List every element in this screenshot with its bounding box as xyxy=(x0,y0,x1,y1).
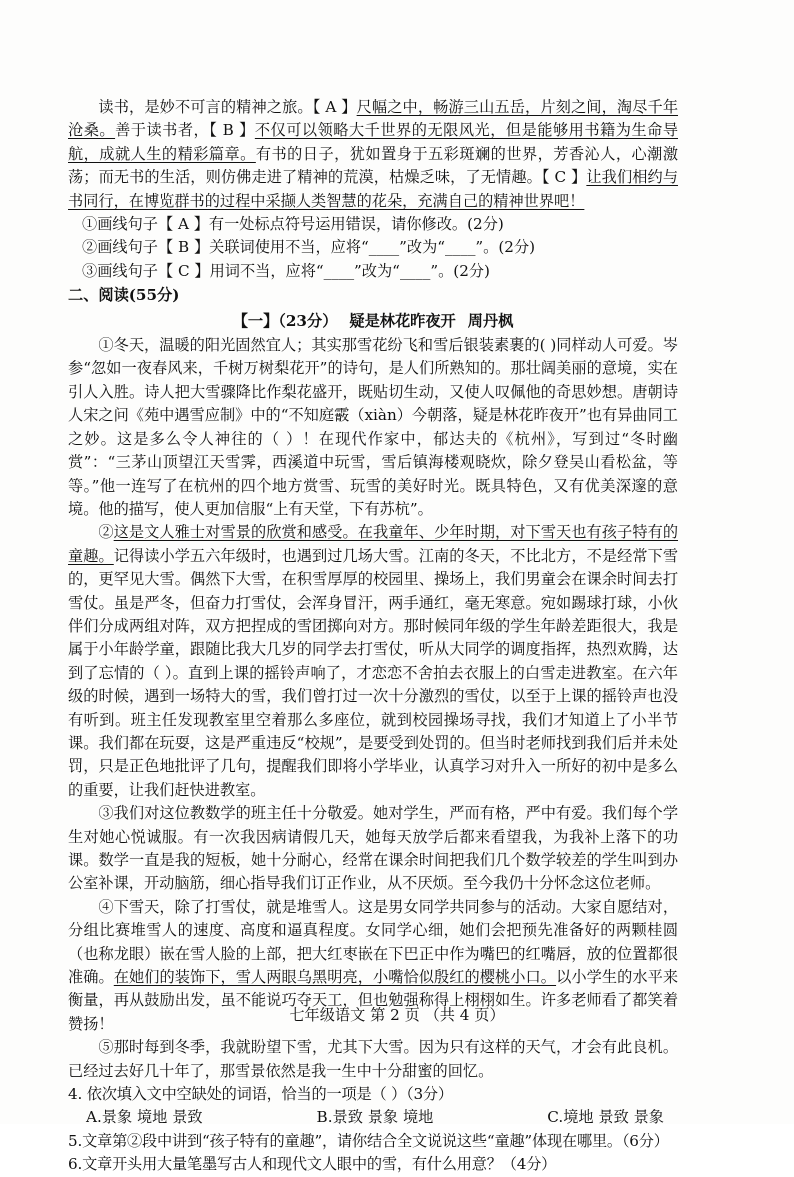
question-6: 6.文章开头用大量笔墨写古人和现代文人眼中的雪，有什么用意？（4分） xyxy=(68,1155,557,1174)
paragraph-4-text-b: 以小学生的水平来衡量，再从鼓励出发，虽不能说巧夺天工，但也勉强称得上栩栩如生。许多老师看了都笑着赞扬！ xyxy=(68,968,679,1033)
intro-text-c: 有书的日子，犹如置身于五彩斑斓的世界，芳香沁人，心潮激荡；而无书的生活，则仿佛走进了精神的荒漠，枯燥乏味，了无情趣。【 C 】 xyxy=(68,144,679,187)
option-a: A.景象 境地 景致 xyxy=(86,1108,203,1127)
question-5: 5.文章第②段中讲到“孩子特有的童趣”，请你结合全文说说这些“童趣”体现在哪里。（6分） xyxy=(68,1131,669,1150)
intro-text-a: 读书，是妙不可言的精神之旅。【 A 】 xyxy=(98,98,357,116)
paragraph-4-underlined: 在她们的装饰下，雪人两眼乌黑明亮，小嘴恰似殷红的樱桃小口。 xyxy=(113,968,557,987)
underlined-sentence-b: 不仅可以领略大千世界的无限风光，但是能够用书籍为生命导航，成就人生的精彩篇章。 xyxy=(68,121,679,163)
underlined-sentence-a: 尺幅之中，畅游三山五岳，片刻之间，淘尽千年沧桑。 xyxy=(68,98,679,140)
article-paragraph-3: ③我们对这位教数学的班主任十分敬爱。她对学生，严而有格，严中有爱。我们每个学生对她心悦诚服。有一次我因病请假几天，她每天放学后都来看望我，为我补上落下的功课。数学一直是我的短板，她十分耐心，经常在课余时间把我们几个数学较差的学生叫到办公室补课，开动脑筋，细心指导我们订正作业，从不厌烦。至今我仍十分怀念这位老师。 xyxy=(68,804,678,893)
underlined-sentence-c: 让我们相约与书同行，在博览群书的过程中采撷人类智慧的花朵，充满自己的精神世界吧！ xyxy=(68,168,679,210)
article-paragraph-2 xyxy=(68,521,678,802)
question-1: ①画线句子【 A 】有一处标点符号运用错误，请你修改。(2分) xyxy=(82,215,504,234)
intro-text-b: 善于读书者，【 B 】 xyxy=(115,121,255,140)
section-heading-reading: 二、阅读(55分) xyxy=(68,286,180,305)
question-2: ②画线句子【 B 】关联词使用不当，应将“____”改为“____”。(2分) xyxy=(82,238,536,257)
article-title-line xyxy=(68,310,678,333)
intro-paragraph xyxy=(68,96,678,213)
paragraph-2-number: ② xyxy=(98,523,114,542)
paragraph-2-text: 记得读小学五六年级时，也遇到过几场大雪。江南的冬天，不比北方，不是经常下雪的，更罕见大雪。偶然下大雪，在积雪厚厚的校园里、操场上，我们男童会在课余时间去打雪仗。虽是严冬，但奋力打雪仗，会浑身冒汗，两手通红，毫无寒意。宛如踢球打球，小伙伴们分成两组对阵，双方把捏成的雪团掷向对方。那时候同年级的学生年龄差距很大，我是属于小年龄学童，跟随比我大几岁的同学去打雪仗，听从大同学的调度指挥，热烈欢腾，达到了忘情的（ ）。直到上课的摇铃声响了，才恋恋不舍拍去衣服上的白雪走进教室。在六年级的时候，遇到一场特大的雪，我们曾打过一次十分激烈的雪仗，以至于上课的摇铃声也没有听到。班主任发现教室里空着那么多座位，就到校园操场寻找，我们才知道上了小半节课。我们都在玩耍，这是严重违反“校规”，是要受到处罚的。但当时老师找到我们后并未处罚，只是正色地批评了几句，提醒我们即将小学毕业，认真学习对升入一所好的初中是多么的重要，让我们赶快进教室。 xyxy=(68,546,679,799)
article-title: 疑是林花昨夜开 xyxy=(349,311,456,330)
option-c: C.境地 景致 景象 xyxy=(547,1108,664,1127)
page-footer: 七年级语文 第 2 页 （共 4 页） xyxy=(289,1006,505,1024)
article-paragraph-5: ⑤那时每到冬季，我就盼望下雪，尤其下大雪。因为只有这样的天气，才会有此良机。已经过去好几十年了，那雪景依然是我一生中十分甜蜜的回忆。 xyxy=(68,1038,678,1080)
question-3: ③画线句子【 C 】用词不当，应将“____”改为“____”。(2分) xyxy=(82,261,490,280)
question-4: 4. 依次填入文中空缺处的词语，恰当的一项是（ ）（3分） xyxy=(68,1085,453,1104)
article-paragraph-1: ①冬天，温暖的阳光固然宜人；其实那雪花纷飞和雪后银装素裹的( )同样动人可爱。岑参“忽如一夜春风来，千树万树梨花开”的诗句，是人们所熟知的。那壮阔美丽的意境，实在引人入胜。诗人把大雪骤降比作梨花盛开，既贴切生动，又使人叹佩他的奇思妙想。唐朝诗人宋之问《苑中遇雪应制》中的“不知庭霰（xiàn）今朝落，疑是林花昨夜开”也有异曲同工之妙。这是多么令人神往的（ ）！在现代作家中，郁达夫的《杭州》，写到过“冬时幽赏”：“三茅山顶望江天雪霁，西溪道中玩雪，雪后镇海楼观晓炊，除夕登吴山看松盆，等等。”他一连写了在杭州的四个地方赏雪、玩雪的美好时光。既具特色，又有优美深邃的意境。他的描写，使人更加信服“上有天堂，下有苏杭”。 xyxy=(68,336,678,518)
paragraph-4-text-a: ④下雪天，除了打雪仗，就是堆雪人。这是男女同学共同参与的活动。大家自愿结对，分组比赛堆雪人的速度、高度和逼真程度。女同学心细，她们会把预先准备好的两颗桂圆（也称龙眼）嵌在雪人脸的上部，把大红枣嵌在下巴正中作为嘴巴的红嘴唇，放的位置都很准确。 xyxy=(68,897,678,987)
question-4-options xyxy=(68,1106,678,1129)
paragraph-2-underlined: 这是文人雅士对雪景的欣赏和感受。在我童年、少年时期，对下雪天也有孩子特有的童趣。 xyxy=(68,523,679,565)
article-tag: 【一】（23分） xyxy=(232,311,338,330)
article-author: 周丹枫 xyxy=(467,311,514,330)
option-b: B.景致 景象 境地 xyxy=(316,1108,434,1127)
